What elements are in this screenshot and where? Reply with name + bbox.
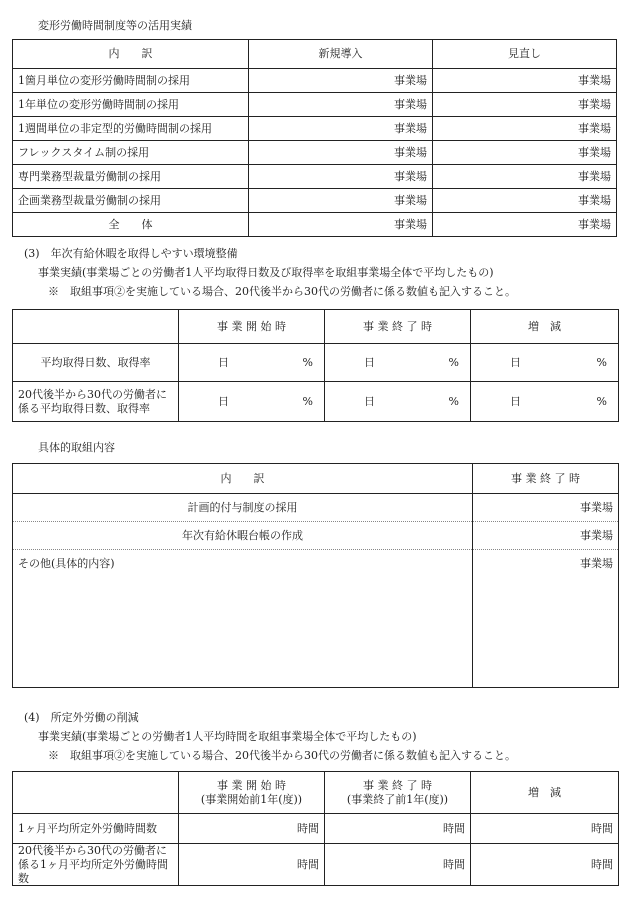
hensei-row-label: 専門業務型裁量労働制の採用 (13, 165, 249, 189)
sec3-header-blank (13, 310, 179, 344)
sec3-row-label: 20代後半から30代の労働者に係る平均取得日数、取得率 (13, 382, 179, 422)
unit-day: 日 (510, 355, 521, 369)
hensei-row-label: 1週間単位の非定型的労働時間制の採用 (13, 117, 249, 141)
hensei-row-review: 事業場 (433, 117, 617, 141)
hensei-row-review: 事業場 (433, 69, 617, 93)
gutai-table (12, 463, 619, 688)
unit-percent: % (596, 394, 607, 408)
hensei-table (12, 39, 617, 237)
unit-hour: 時間 (325, 814, 471, 844)
unit-day: 日 (364, 355, 375, 369)
hensei-row-review: 事業場 (433, 165, 617, 189)
gutai-row-label: 年次有給休暇台帳の作成 (13, 522, 473, 550)
sec4-subheading: 事業実績(事業場ごとの労働者1人平均時間を取組事業場全体で平均したもの) (38, 730, 417, 743)
gutai-row-value: 事業場 (473, 522, 619, 550)
sec3-note: ※ 取組事項②を実施している場合、20代後半から30代の労働者に係る数値も記入すること。 (48, 285, 516, 298)
hensei-row-new: 事業場 (249, 117, 433, 141)
unit-hour: 時間 (325, 844, 471, 886)
sec4-row-label: 1ヶ月平均所定外労働時間数 (13, 814, 179, 844)
sec3-heading: (3) 年次有給休暇を取得しやすい環境整備 (24, 247, 238, 260)
unit-hour: 時間 (471, 844, 619, 886)
unit-day: 日 (510, 394, 521, 408)
sec4-header-diff: 増 減 (471, 772, 619, 814)
unit-percent: % (596, 355, 607, 369)
unit-percent: % (302, 355, 313, 369)
sec4-note: ※ 取組事項②を実施している場合、20代後半から30代の労働者に係る数値も記入すること。 (48, 749, 516, 762)
sec4-table (12, 771, 619, 886)
gutai-other-label: その他(具体的内容) (13, 550, 473, 688)
sec4-heading: (4) 所定外労働の削減 (24, 711, 139, 724)
sec3-header-start: 事 業 開 始 時 (179, 310, 325, 344)
unit-hour: 時間 (179, 814, 325, 844)
hensei-row-review: 事業場 (433, 141, 617, 165)
gutai-other-value: 事業場 (473, 550, 619, 688)
sec3-header-diff: 増 減 (471, 310, 619, 344)
hensei-row-new: 事業場 (249, 93, 433, 117)
gutai-header-end: 事 業 終 了 時 (473, 464, 619, 494)
hensei-row-new: 事業場 (249, 165, 433, 189)
unit-percent: % (448, 394, 459, 408)
hensei-row-label: 企画業務型裁量労働制の採用 (13, 189, 249, 213)
unit-hour: 時間 (471, 814, 619, 844)
unit-hour: 時間 (179, 844, 325, 886)
sec3-header-end: 事 業 終 了 時 (325, 310, 471, 344)
gutai-row-label: 計画的付与制度の採用 (13, 494, 473, 522)
gutai-row-value: 事業場 (473, 494, 619, 522)
sec4-header-end: 事 業 終 了 時 (事業終了前1年(度)) (325, 772, 471, 814)
sec4-header-start: 事 業 開 始 時 (事業開始前1年(度)) (179, 772, 325, 814)
sec3-row-label: 平均取得日数、取得率 (13, 344, 179, 382)
hensei-row-new: 事業場 (249, 69, 433, 93)
hensei-total-new: 事業場 (249, 213, 433, 237)
hensei-total-label: 全 体 (13, 213, 249, 237)
unit-day: 日 (218, 394, 229, 408)
gutai-header-item: 内 訳 (13, 464, 473, 494)
hensei-header-review: 見直し (433, 40, 617, 69)
unit-percent: % (448, 355, 459, 369)
sec3-subheading: 事業実績(事業場ごとの労働者1人平均取得日数及び取得率を取組事業場全体で平均したもの) (38, 266, 494, 279)
hensei-row-label: 1箇月単位の変形労働時間制の採用 (13, 69, 249, 93)
section-title-hensei: 変形労働時間制度等の活用実績 (38, 19, 192, 32)
section-title-gutai: 具体的取組内容 (38, 441, 115, 454)
unit-percent: % (302, 394, 313, 408)
sec4-row-label: 20代後半から30代の労働者に係る1ヶ月平均所定外労働時間数 (13, 844, 179, 886)
hensei-row-review: 事業場 (433, 189, 617, 213)
hensei-row-new: 事業場 (249, 189, 433, 213)
hensei-row-label: 1年単位の変形労働時間制の採用 (13, 93, 249, 117)
unit-day: 日 (218, 355, 229, 369)
hensei-row-new: 事業場 (249, 141, 433, 165)
hensei-row-review: 事業場 (433, 93, 617, 117)
hensei-total-review: 事業場 (433, 213, 617, 237)
sec3-table (12, 309, 619, 422)
hensei-header-item: 内 訳 (13, 40, 249, 69)
hensei-header-new: 新規導入 (249, 40, 433, 69)
hensei-row-label: フレックスタイム制の採用 (13, 141, 249, 165)
unit-day: 日 (364, 394, 375, 408)
